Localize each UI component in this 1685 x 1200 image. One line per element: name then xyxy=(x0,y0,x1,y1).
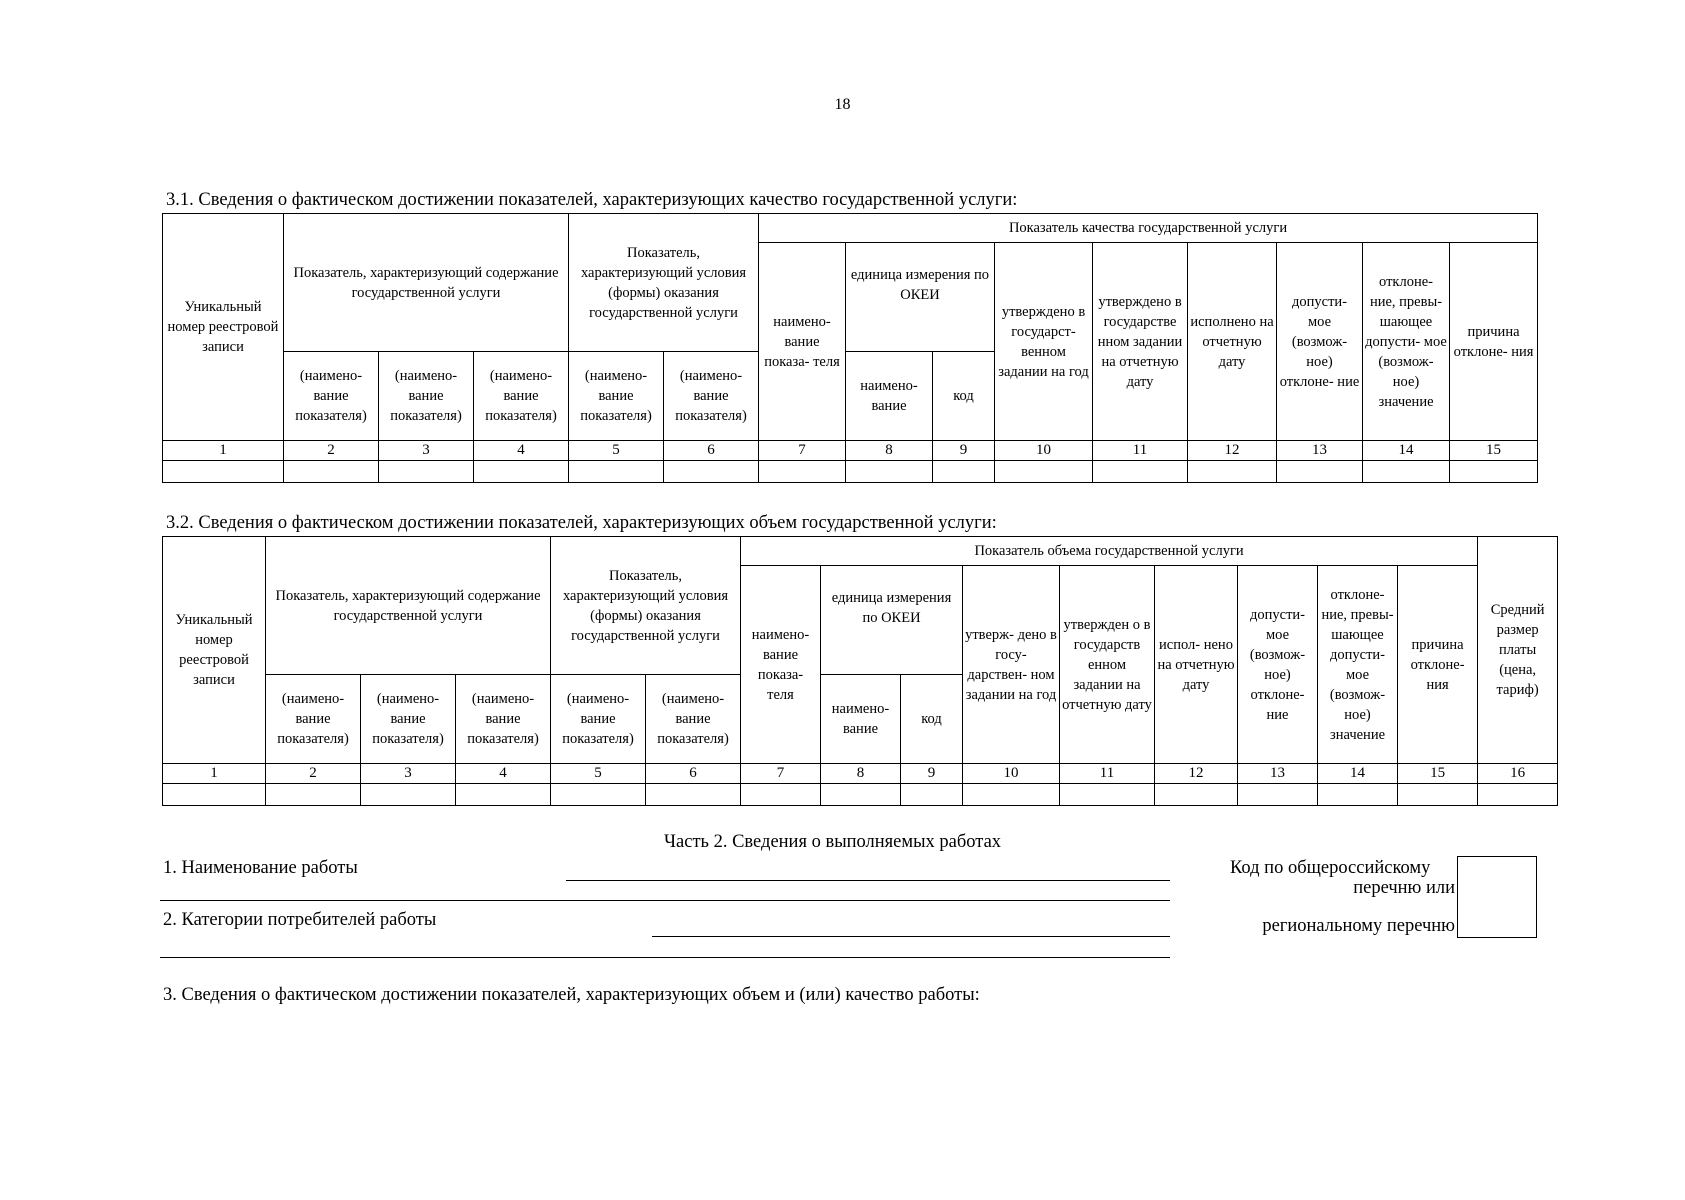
t2-cell xyxy=(456,784,551,806)
t2-num: 5 xyxy=(551,764,646,784)
t1-num: 4 xyxy=(474,441,569,461)
t2-col-avg-price: Средний размер платы (цена, тариф) xyxy=(1478,537,1558,764)
t1-cell xyxy=(284,461,379,483)
t2-sub-name-4: (наимено- вание показателя) xyxy=(456,675,551,764)
work-name-field[interactable] xyxy=(566,880,1170,881)
t1-sub-name-4: (наимено- вание показателя) xyxy=(474,352,569,441)
t2-col-executed: испол- нено на отчетную дату xyxy=(1155,566,1238,764)
t2-num: 12 xyxy=(1155,764,1238,784)
t2-num: 3 xyxy=(361,764,456,784)
t2-sub-name-2: (наимено- вание показателя) xyxy=(266,675,361,764)
t1-col-unique: Уникальный номер реестровой записи xyxy=(163,214,284,441)
t2-cell xyxy=(741,784,821,806)
work-name-continuation-line[interactable] xyxy=(160,900,1170,901)
t2-cell xyxy=(1060,784,1155,806)
t1-cell xyxy=(759,461,846,483)
t2-cell xyxy=(266,784,361,806)
t2-group-content: Показатель, характеризующий содержание государственной услуги xyxy=(266,537,551,675)
work-name-label: 1. Наименование работы xyxy=(163,858,358,878)
t2-num: 16 xyxy=(1478,764,1558,784)
t2-sub-name-6: (наимено- вание показателя) xyxy=(646,675,741,764)
t1-col-reason: причина отклоне- ния xyxy=(1450,243,1538,441)
t2-cell xyxy=(1478,784,1558,806)
t1-cell xyxy=(163,461,284,483)
t2-cell xyxy=(551,784,646,806)
table1-title: 3.1. Сведения о фактическом достижении показателей, характеризующих качество государственной услуги: xyxy=(166,190,1018,210)
t1-col-approved-year: утверждено в государст- венном задании на год xyxy=(995,243,1093,441)
t2-sub-name-5: (наимено- вание показателя) xyxy=(551,675,646,764)
t1-cell xyxy=(664,461,759,483)
t1-cell xyxy=(1093,461,1188,483)
t1-cell xyxy=(933,461,995,483)
t1-num: 13 xyxy=(1277,441,1363,461)
t2-num: 2 xyxy=(266,764,361,784)
t1-num: 12 xyxy=(1188,441,1277,461)
t2-cell xyxy=(821,784,901,806)
t2-num: 7 xyxy=(741,764,821,784)
t2-col-approved-year: утверж- дено в госу- дарствен- ном задании на год xyxy=(963,566,1060,764)
t1-num: 5 xyxy=(569,441,664,461)
t2-sub-name-3: (наимено- вание показателя) xyxy=(361,675,456,764)
t1-num: 6 xyxy=(664,441,759,461)
t2-col-unique: Уникальный номер реестровой записи xyxy=(163,537,266,764)
t1-col-unit-code: код xyxy=(933,352,995,441)
t1-col-name: наимено- вание показа- теля xyxy=(759,243,846,441)
t2-num: 9 xyxy=(901,764,963,784)
t2-cell xyxy=(1398,784,1478,806)
t1-empty-row xyxy=(163,461,1538,483)
t1-cell xyxy=(474,461,569,483)
t1-col-executed: исполнено на отчетную дату xyxy=(1188,243,1277,441)
t1-num: 7 xyxy=(759,441,846,461)
t2-col-unit-name: наимено- вание xyxy=(821,675,901,764)
t1-cell xyxy=(1363,461,1450,483)
t1-num: 2 xyxy=(284,441,379,461)
t2-col-allowed: допусти- мое (возмож- ное) отклоне- ние xyxy=(1238,566,1318,764)
t1-col-allowed: допусти- мое (возмож- ное) отклоне- ние xyxy=(1277,243,1363,441)
t1-group-conditions: Показатель, характеризующий условия (формы) оказания государственной услуги xyxy=(569,214,759,352)
t2-num: 8 xyxy=(821,764,901,784)
t2-cell xyxy=(361,784,456,806)
t1-cell xyxy=(569,461,664,483)
t1-num: 11 xyxy=(1093,441,1188,461)
t1-cell xyxy=(995,461,1093,483)
section3-title: 3. Сведения о фактическом достижении показателей, характеризующих объем и (или) качество работы: xyxy=(163,985,980,1005)
t1-num: 14 xyxy=(1363,441,1450,461)
registry-code-box[interactable] xyxy=(1457,856,1537,938)
t1-col-unit-name: наимено- вание xyxy=(846,352,933,441)
t2-num: 13 xyxy=(1238,764,1318,784)
t1-col-approved-date: утверждено в государстве нном задании на отчетную дату xyxy=(1093,243,1188,441)
volume-indicators-table xyxy=(162,536,1558,806)
t1-cell xyxy=(846,461,933,483)
t1-num: 9 xyxy=(933,441,995,461)
consumers-field[interactable] xyxy=(652,936,1170,937)
t1-group-content: Показатель, характеризующий содержание государственной услуги xyxy=(284,214,569,352)
code-label-line1: Код по общероссийскому xyxy=(1230,858,1431,878)
part2-title: Часть 2. Сведения о выполняемых работах xyxy=(664,832,1002,852)
t2-num: 4 xyxy=(456,764,551,784)
t2-col-unit-code: код xyxy=(901,675,963,764)
t1-num: 3 xyxy=(379,441,474,461)
t1-num: 1 xyxy=(163,441,284,461)
t2-col-exceeding: отклоне- ние, превы- шающее допусти- мое (возмож- ное) значение xyxy=(1318,566,1398,764)
t1-sub-name-3: (наимено- вание показателя) xyxy=(379,352,474,441)
t2-num: 15 xyxy=(1398,764,1478,784)
t2-group-conditions: Показатель, характеризующий условия (формы) оказания государственной услуги xyxy=(551,537,741,675)
t2-num: 10 xyxy=(963,764,1060,784)
t1-sub-name-5: (наимено- вание показателя) xyxy=(569,352,664,441)
t2-col-reason: причина отклоне- ния xyxy=(1398,566,1478,764)
t2-num: 6 xyxy=(646,764,741,784)
t1-cell xyxy=(379,461,474,483)
t1-col-exceeding: отклоне- ние, превы- шающее допусти- мое (возмож- ное) значение xyxy=(1363,243,1450,441)
t2-num: 14 xyxy=(1318,764,1398,784)
t1-group-quality: Показатель качества государственной услуги xyxy=(759,214,1538,243)
code-label-line2: перечню или xyxy=(1353,878,1455,898)
t1-col-unit: единица измерения по ОКЕИ xyxy=(846,243,995,352)
t2-col-name: наимено- вание показа- теля xyxy=(741,566,821,764)
t2-cell xyxy=(1238,784,1318,806)
consumers-label: 2. Категории потребителей работы xyxy=(163,910,437,930)
t2-cell xyxy=(1318,784,1398,806)
table2-title: 3.2. Сведения о фактическом достижении показателей, характеризующих объем государственной услуги: xyxy=(166,513,997,533)
t2-cell xyxy=(963,784,1060,806)
quality-indicators-table xyxy=(162,213,1538,483)
page-number: 18 xyxy=(834,96,851,113)
t2-col-unit: единица измерения по ОКЕИ xyxy=(821,566,963,675)
t1-cell xyxy=(1450,461,1538,483)
t2-cell xyxy=(1155,784,1238,806)
t2-cell xyxy=(646,784,741,806)
t1-num: 8 xyxy=(846,441,933,461)
t1-num: 15 xyxy=(1450,441,1538,461)
t2-cell xyxy=(901,784,963,806)
consumers-continuation-line[interactable] xyxy=(160,957,1170,958)
t1-cell xyxy=(1188,461,1277,483)
t1-sub-name-6: (наимено- вание показателя) xyxy=(664,352,759,441)
t2-empty-row xyxy=(163,784,1558,806)
t1-sub-name-2: (наимено- вание показателя) xyxy=(284,352,379,441)
t2-col-approved-date: утвержден о в государств енном задании на отчетную дату xyxy=(1060,566,1155,764)
t2-num: 11 xyxy=(1060,764,1155,784)
t2-cell xyxy=(163,784,266,806)
t1-num: 10 xyxy=(995,441,1093,461)
t2-num: 1 xyxy=(163,764,266,784)
t1-cell xyxy=(1277,461,1363,483)
t2-group-volume: Показатель объема государственной услуги xyxy=(741,537,1478,566)
code-label-line3: региональному перечню xyxy=(1262,916,1455,936)
